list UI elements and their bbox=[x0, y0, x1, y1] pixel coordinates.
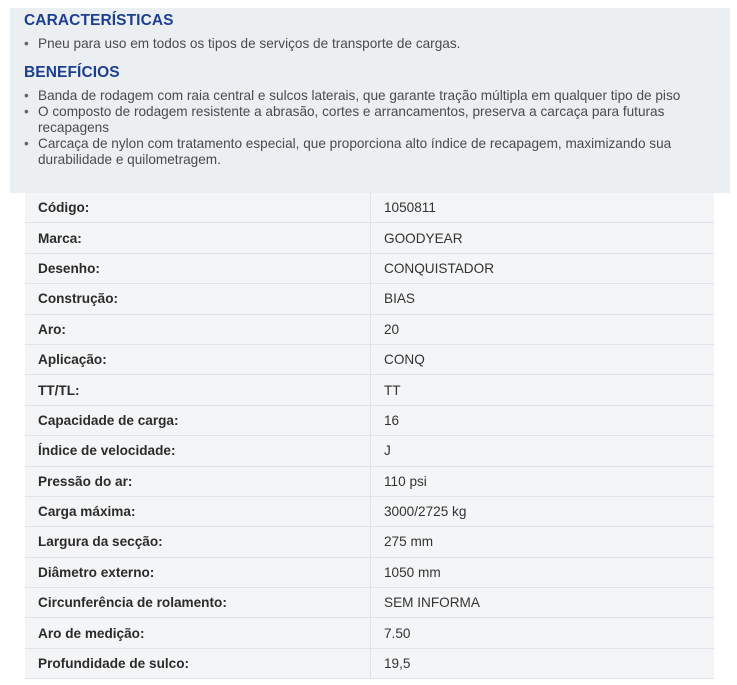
spec-label: Aplicação: bbox=[25, 344, 371, 374]
spec-value: TT bbox=[371, 375, 715, 405]
table-row bbox=[25, 193, 714, 223]
list-item: • O composto de rodagem resistente a abrasão, cortes e arrancamentos, preserva a carcaça para futuras recapagens bbox=[24, 104, 665, 135]
spec-value: J bbox=[371, 436, 715, 466]
spec-value: 1050811 bbox=[371, 193, 715, 223]
spec-value: GOODYEAR bbox=[371, 223, 715, 253]
spec-value: 110 psi bbox=[371, 466, 715, 496]
table-row bbox=[25, 588, 714, 618]
table-row bbox=[25, 375, 714, 405]
spec-label: Índice de velocidade: bbox=[25, 436, 371, 466]
spec-label: Capacidade de carga: bbox=[25, 405, 371, 435]
table-row bbox=[25, 436, 714, 466]
caracteristicas-heading: CARACTERÍSTICAS bbox=[24, 12, 174, 29]
spec-value: CONQUISTADOR bbox=[371, 253, 715, 283]
spec-label: Profundidade de sulco: bbox=[25, 648, 371, 678]
table-row bbox=[25, 466, 714, 496]
bullet-icon: • bbox=[24, 136, 29, 151]
bullet-icon: • bbox=[24, 36, 29, 51]
table-row bbox=[25, 253, 714, 283]
spec-label: Carga máxima: bbox=[25, 496, 371, 526]
table-row bbox=[25, 618, 714, 648]
specifications-table bbox=[25, 193, 714, 679]
caracteristicas-list bbox=[24, 36, 730, 52]
spec-value: SEM INFORMA bbox=[371, 588, 715, 618]
spec-label: Pressão do ar: bbox=[25, 466, 371, 496]
table-row bbox=[25, 496, 714, 526]
spec-value: 20 bbox=[371, 314, 715, 344]
spec-label: Largura da secção: bbox=[25, 527, 371, 557]
table-row bbox=[25, 405, 714, 435]
table-row bbox=[25, 223, 714, 253]
table-row bbox=[25, 648, 714, 678]
specifications-section bbox=[10, 193, 730, 680]
spec-value: 19,5 bbox=[371, 648, 715, 678]
spec-label: Diâmetro externo: bbox=[25, 557, 371, 587]
list-item: • Banda de rodagem com raia central e sulcos laterais, que garante tração múltipla em qualquer tipo de piso bbox=[24, 88, 681, 103]
spec-value: 3000/2725 kg bbox=[371, 496, 715, 526]
spec-label: Desenho: bbox=[25, 253, 371, 283]
product-details-panel bbox=[10, 8, 730, 680]
bullet-icon: • bbox=[24, 88, 29, 103]
table-row bbox=[25, 527, 714, 557]
table-row bbox=[25, 344, 714, 374]
list-item: • Carcaça de nylon com tratamento especial, que proporciona alto índice de recapagem, maximizando sua durabilidade e quilometragem. bbox=[24, 136, 672, 167]
spec-label: Aro: bbox=[25, 314, 371, 344]
beneficios-list bbox=[24, 88, 730, 168]
spec-value: 7.50 bbox=[371, 618, 715, 648]
spec-value: CONQ bbox=[371, 344, 715, 374]
bullet-icon: • bbox=[24, 104, 29, 119]
table-row bbox=[25, 284, 714, 314]
beneficios-heading: BENEFÍCIOS bbox=[24, 64, 120, 81]
list-item: • Pneu para uso em todos os tipos de serviços de transporte de cargas. bbox=[24, 36, 461, 51]
table-row bbox=[25, 314, 714, 344]
spec-label: Marca: bbox=[25, 223, 371, 253]
spec-value: 16 bbox=[371, 405, 715, 435]
spec-value: 275 mm bbox=[371, 527, 715, 557]
table-row bbox=[25, 557, 714, 587]
spec-value: 1050 mm bbox=[371, 557, 715, 587]
spec-value: BIAS bbox=[371, 284, 715, 314]
spec-label: Circunferência de rolamento: bbox=[25, 588, 371, 618]
spec-label: Código: bbox=[25, 193, 371, 223]
spec-label: Aro de medição: bbox=[25, 618, 371, 648]
spec-label: Construção: bbox=[25, 284, 371, 314]
product-info-section bbox=[10, 8, 730, 168]
spec-label: TT/TL: bbox=[25, 375, 371, 405]
